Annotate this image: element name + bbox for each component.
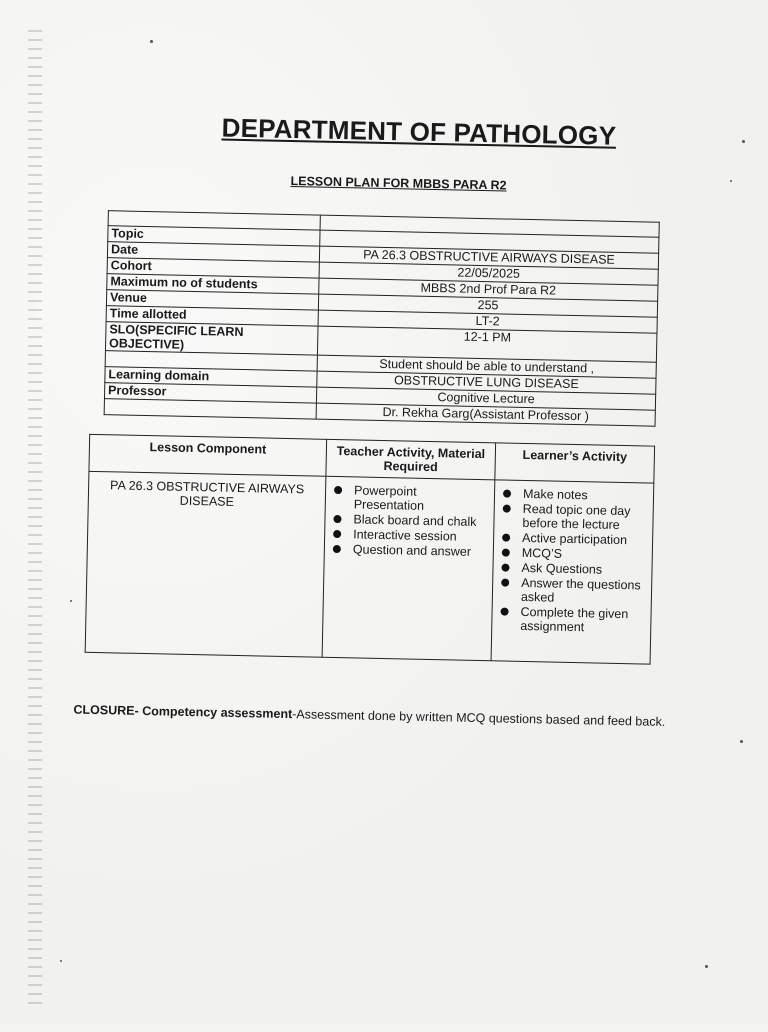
info-label: Professor [104,383,316,403]
info-label: SLO(SPECIFIC LEARN OBJECTIVE) [105,322,318,355]
closure-text: -Assessment done by written MCQ questions based and feed back. [292,707,666,729]
info-label: Venue [106,290,318,310]
info-value: 22/05/2025 [319,262,658,285]
closure-label: CLOSURE- [73,702,139,718]
info-value: 255 [318,294,657,317]
scan-speck [740,740,743,743]
info-label: Learning domain [105,367,317,387]
lesson-plan-subtitle: LESSON PLAN FOR MBBS PARA R2 [290,173,507,193]
info-value: OBSTRUCTIVE LUNG DISEASE [317,371,656,394]
learner-activity-item: Complete the given assignment [496,604,647,635]
learner-activity-list [496,486,649,635]
info-value: LT-2 [318,310,657,333]
learner-activity-item: Answer the questions asked [497,575,648,606]
teacher-activity-list [329,483,490,559]
lesson-component-cell: PA 26.3 OBSTRUCTIVE AIRWAYS DISEASE [85,471,326,657]
info-value: Dr. Rekha Garg(Assistant Professor ) [316,403,655,426]
department-title: DEPARTMENT OF PATHOLOGY [221,112,617,151]
scan-speck [70,600,72,602]
scan-speck [742,140,745,143]
learner-activity-item: Ask Questions [497,560,647,577]
teacher-activity-item: Interactive session [329,527,489,544]
lesson-info-table [104,210,660,427]
closure-competency: Competency assessment [138,703,293,722]
learner-activity-item: Active participation [498,530,648,547]
lesson-activity-table [85,434,655,665]
scan-speck [60,960,62,962]
info-label: Time allotted [106,306,318,326]
info-label: Cohort [107,258,319,278]
teacher-activity-item: Question and answer [329,542,489,559]
scan-speck [730,180,732,182]
info-value: 12-1 PM [317,326,657,362]
info-value: Student should be able to understand , [317,355,656,378]
header-teacher-activity: Teacher Activity, Material Required [326,439,496,480]
learner-activity-item: Read topic one day before the lecture [498,501,649,532]
info-value: Cognitive Lecture [316,387,655,410]
teacher-activity-item: Powerpoint Presentation [330,483,491,514]
info-label: Date [107,242,319,262]
scan-speck [705,965,708,968]
info-label: Topic [108,226,320,246]
header-lesson-component: Lesson Component [89,434,327,476]
info-value: MBBS 2nd Prof Para R2 [319,278,658,301]
learner-activity-item: Make notes [499,486,649,503]
learner-activity-cell [491,480,654,664]
info-value: PA 26.3 OBSTRUCTIVE AIRWAYS DISEASE [319,246,658,269]
teacher-activity-cell [322,476,495,660]
scan-speck [150,40,153,43]
info-label [104,399,316,419]
teacher-activity-item: Black board and chalk [329,512,489,529]
header-learner-activity: Learner’s Activity [495,443,655,483]
info-label: Maximum no of students [107,274,319,294]
learner-activity-item: MCQ’S [498,545,648,562]
closure-paragraph [73,702,673,731]
